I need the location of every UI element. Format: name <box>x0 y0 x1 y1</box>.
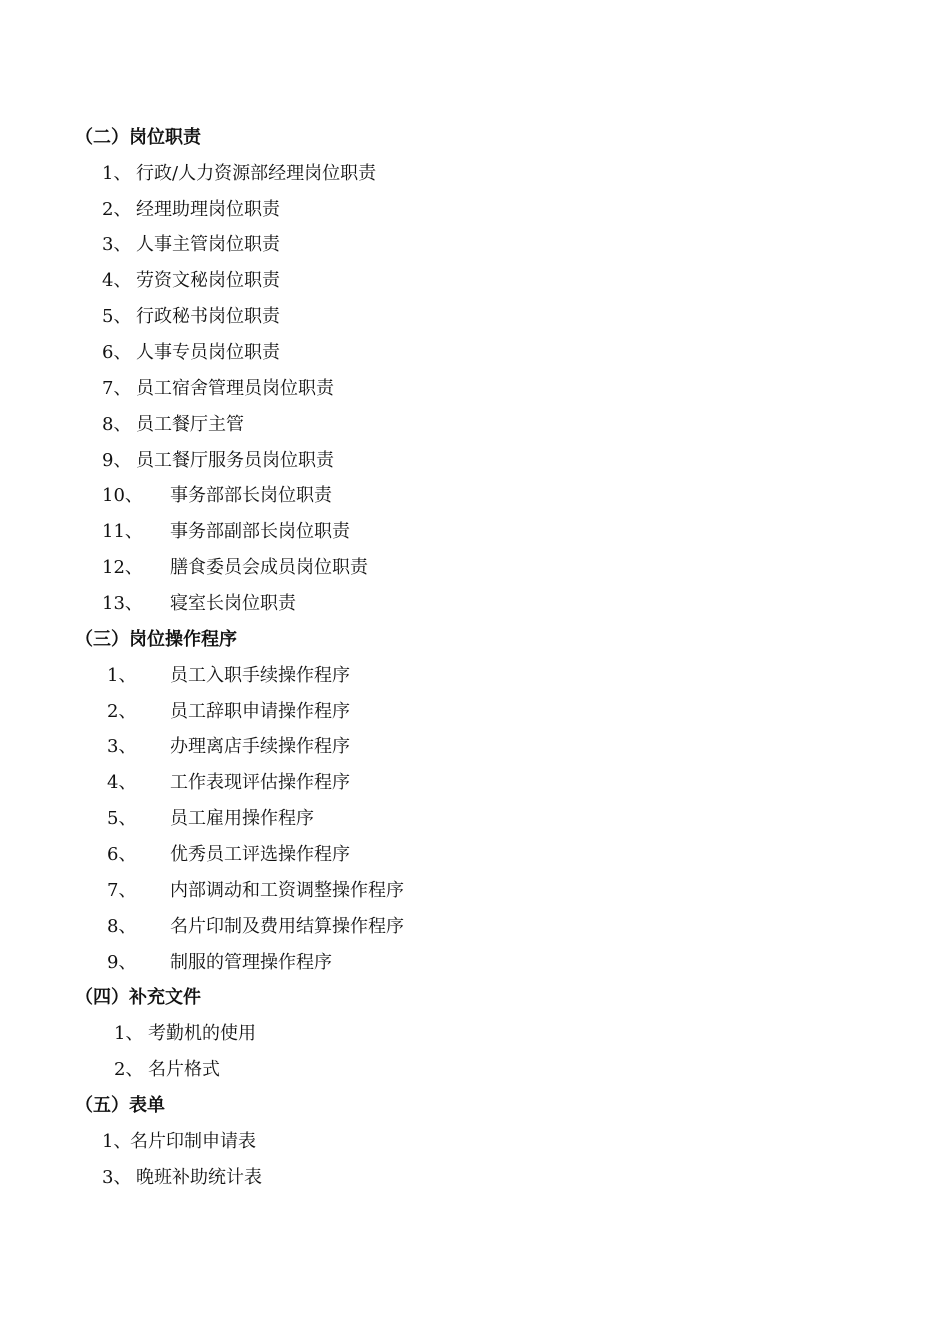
list-item <box>102 514 350 550</box>
list-item <box>107 909 404 945</box>
item-number: 2、 <box>114 1059 144 1080</box>
list-item <box>107 729 350 765</box>
item-number: 2、 <box>107 701 137 722</box>
item-text: 工作表现评估操作程序 <box>170 772 350 793</box>
item-number: 1、 <box>107 665 137 686</box>
list-item <box>102 192 280 228</box>
list-item <box>102 407 244 443</box>
item-text: 经理助理岗位职责 <box>136 199 280 220</box>
item-text: 员工宿舍管理员岗位职责 <box>136 378 334 399</box>
item-text: 人事主管岗位职责 <box>136 234 280 255</box>
list-item <box>102 550 368 586</box>
item-text: 晚班补助统计表 <box>136 1167 262 1188</box>
item-text: 制服的管理操作程序 <box>170 952 332 973</box>
item-number: 4、 <box>102 270 132 291</box>
list-item <box>102 335 280 371</box>
item-number: 1、 <box>102 163 132 184</box>
item-number: 9、 <box>107 952 137 973</box>
list-item <box>107 801 314 837</box>
item-number: 5、 <box>102 306 132 327</box>
list-item <box>107 694 350 730</box>
item-number: 8、 <box>107 916 137 937</box>
list-item <box>107 945 332 981</box>
list-item <box>102 299 280 335</box>
item-number: 3、 <box>102 1167 132 1188</box>
item-text: 名片印制及费用结算操作程序 <box>170 916 404 937</box>
item-text: 员工雇用操作程序 <box>170 808 314 829</box>
item-text: 膳食委员会成员岗位职责 <box>170 557 368 578</box>
list-item <box>114 1016 256 1052</box>
section-heading: （四）补充文件 <box>75 987 201 1008</box>
item-text: 考勤机的使用 <box>148 1023 256 1044</box>
list-item <box>107 873 404 909</box>
section-heading: （三）岗位操作程序 <box>75 629 237 650</box>
item-number: 5、 <box>107 808 137 829</box>
item-number: 7、 <box>102 378 132 399</box>
item-number: 6、 <box>102 342 132 363</box>
item-text: 名片格式 <box>148 1059 220 1080</box>
item-number: 1、 <box>114 1023 144 1044</box>
item-number: 10、 <box>102 485 143 506</box>
list-item <box>102 227 280 263</box>
section-heading: （二）岗位职责 <box>75 127 201 148</box>
item-text: 人事专员岗位职责 <box>136 342 280 363</box>
item-number: 6、 <box>107 844 137 865</box>
item-number: 9、 <box>102 450 132 471</box>
item-text: 优秀员工评选操作程序 <box>170 844 350 865</box>
item-text: 行政秘书岗位职责 <box>136 306 280 327</box>
item-text: 办理离店手续操作程序 <box>170 736 350 757</box>
item-number: 3、 <box>107 736 137 757</box>
list-item <box>107 837 350 873</box>
list-item <box>107 658 350 694</box>
item-number: 11、 <box>102 521 143 542</box>
item-number: 7、 <box>107 880 137 901</box>
list-item <box>102 263 280 299</box>
item-text: 名片印制申请表 <box>130 1131 256 1152</box>
list-item <box>114 1052 220 1088</box>
item-number: 3、 <box>102 234 132 255</box>
list-item <box>107 765 350 801</box>
item-text: 事务部副部长岗位职责 <box>170 521 350 542</box>
item-number: 13、 <box>102 593 143 614</box>
list-item <box>102 1124 256 1160</box>
item-text: 员工入职手续操作程序 <box>170 665 350 686</box>
list-item <box>102 1160 262 1196</box>
item-number: 2、 <box>102 199 132 220</box>
item-text: 员工餐厅服务员岗位职责 <box>136 450 334 471</box>
item-number: 4、 <box>107 772 137 793</box>
item-text: 内部调动和工资调整操作程序 <box>170 880 404 901</box>
item-number: 12、 <box>102 557 143 578</box>
item-text: 事务部部长岗位职责 <box>170 485 332 506</box>
item-number: 8、 <box>102 414 132 435</box>
section-heading: （五）表单 <box>75 1095 165 1116</box>
item-number: 1、 <box>102 1131 132 1152</box>
list-item <box>102 478 332 514</box>
item-text: 劳资文秘岗位职责 <box>136 270 280 291</box>
item-text: 员工餐厅主管 <box>136 414 244 435</box>
list-item <box>102 443 334 479</box>
item-text: 员工辞职申请操作程序 <box>170 701 350 722</box>
list-item <box>102 586 296 622</box>
list-item <box>102 371 334 407</box>
item-text: 寝室长岗位职责 <box>170 593 296 614</box>
item-text: 行政/人力资源部经理岗位职责 <box>136 163 377 184</box>
list-item <box>102 156 376 192</box>
